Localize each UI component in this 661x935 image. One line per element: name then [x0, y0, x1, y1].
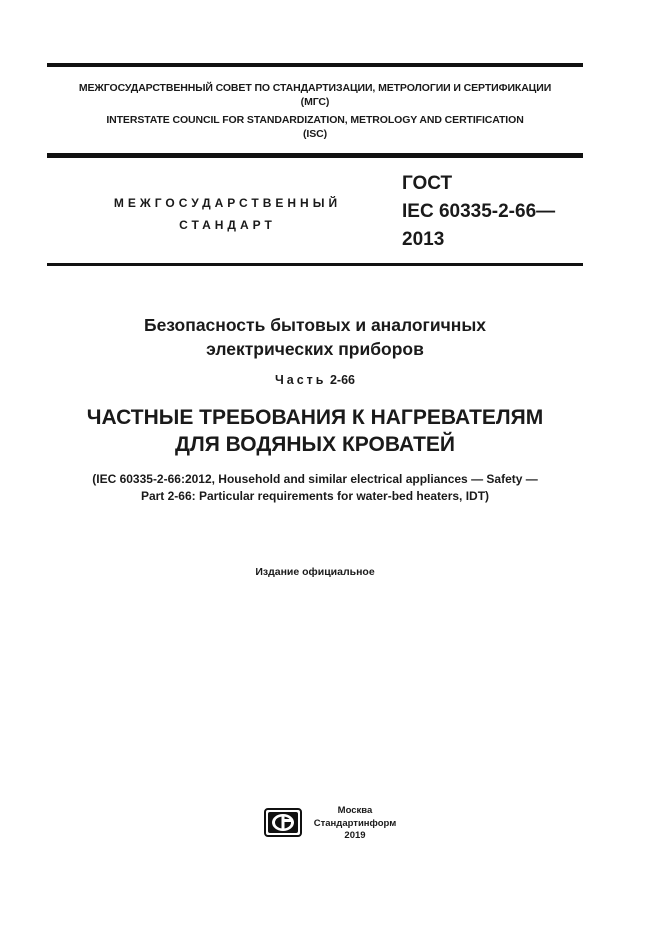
gost-designation [402, 170, 602, 254]
gost-prefix: ГОСТ [402, 173, 453, 194]
council-en [47, 113, 583, 141]
part-word: Часть [274, 373, 327, 387]
document-subtitle [30, 404, 600, 458]
iec-reference-line1: (IEC 60335-2-66:2012, Household and similar electrical appliances — Safety — [92, 472, 538, 486]
document-title [47, 313, 583, 361]
publisher-info [305, 805, 405, 843]
standartinform-logo-icon [264, 808, 302, 837]
part-number: 2-66 [329, 373, 355, 387]
iec-reference-line2: Part 2-66: Particular requirements for water-bed heaters, IDT) [140, 489, 490, 503]
standard-type-label [95, 192, 360, 236]
standard-type-line1: МЕЖГОСУДАРСТВЕННЫЙ [113, 196, 342, 210]
council-ru-abbr: (МГС) [300, 96, 330, 108]
part-label [47, 371, 583, 389]
council-ru [47, 81, 583, 109]
document-title-line2: электрических приборов [206, 339, 424, 359]
bottom-rule [47, 263, 583, 266]
standard-type-line2: СТАНДАРТ [179, 218, 276, 232]
iec-reference [47, 471, 583, 505]
publisher-city: Москва [337, 805, 373, 816]
publisher-year: 2019 [344, 830, 366, 841]
council-en-abbr: (ISC) [303, 128, 327, 140]
middle-rule [47, 153, 583, 158]
publisher-name: Стандартинформ [313, 817, 397, 829]
council-ru-name: МЕЖГОСУДАРСТВЕННЫЙ СОВЕТ ПО СТАНДАРТИЗАЦИИ, МЕТРОЛОГИИ И СЕРТИФИКАЦИИ [78, 82, 552, 94]
top-rule [47, 63, 583, 67]
document-subtitle-line2: ДЛЯ ВОДЯНЫХ КРОВАТЕЙ [175, 433, 455, 456]
document-subtitle-line1: ЧАСТНЫЕ ТРЕБОВАНИЯ К НАГРЕВАТЕЛЯМ [86, 406, 544, 429]
document-title-line1: Безопасность бытовых и аналогичных [143, 315, 487, 335]
edition-note: Издание официальное [255, 566, 375, 578]
council-en-name: INTERSTATE COUNCIL FOR STANDARDIZATION, METROLOGY AND CERTIFICATION [106, 114, 524, 126]
gost-year: 2013 [402, 229, 445, 250]
gost-number: IEC 60335-2-66— [402, 201, 556, 222]
